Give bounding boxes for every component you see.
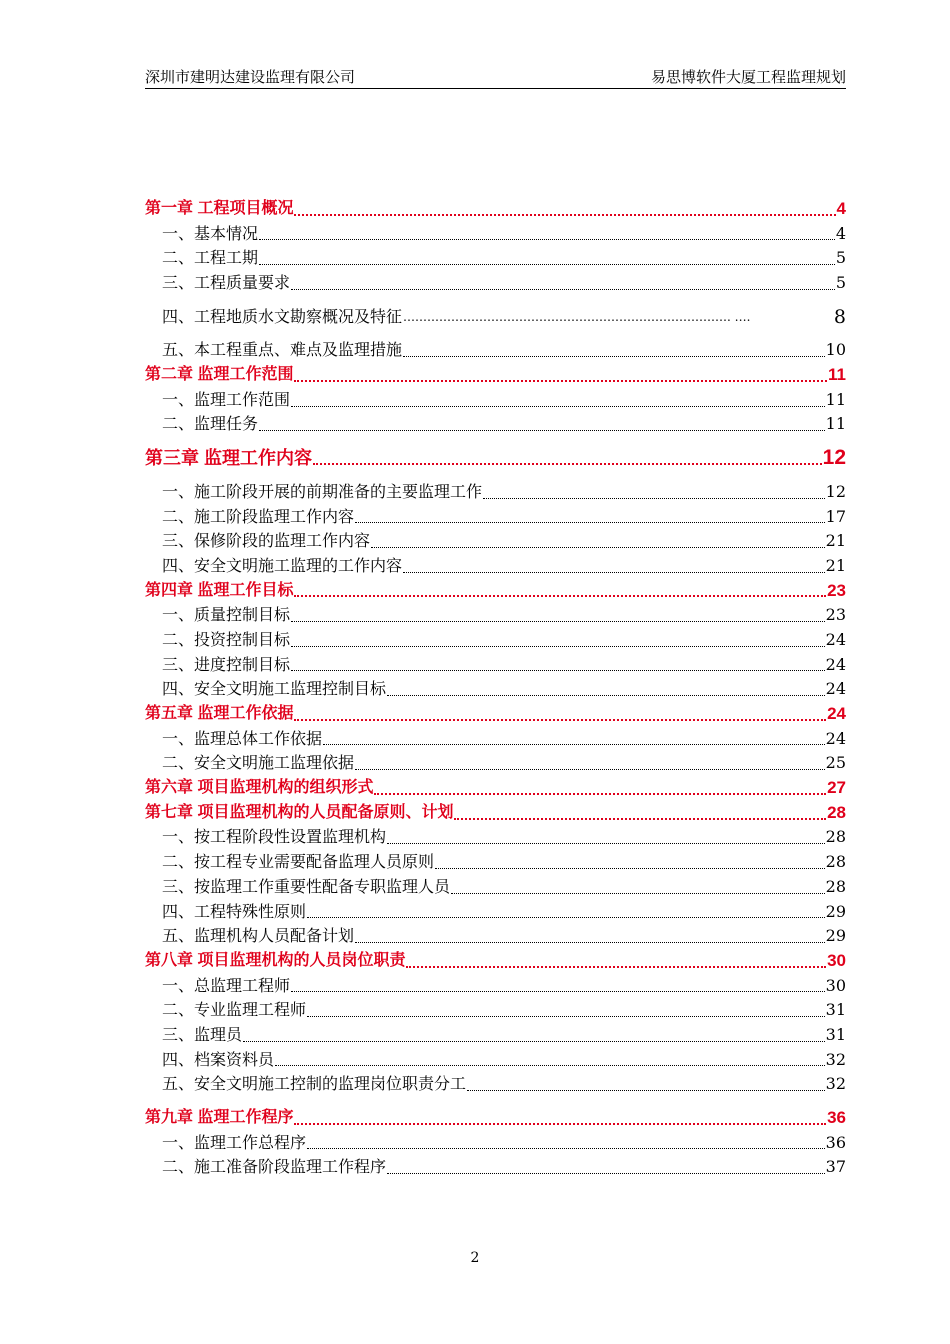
toc-entry-8-2[interactable]: 二、专业监理工程师 31 [162, 1000, 846, 1020]
toc-entry-8-5[interactable]: 五、安全文明施工控制的监理岗位职责分工 32 [162, 1074, 846, 1094]
header-company: 深圳市建明达建设监理有限公司 [145, 68, 356, 86]
toc-entry-5-1[interactable]: 一、监理总体工作依据 24 [162, 728, 846, 748]
toc-entry-7-4[interactable]: 四、工程特殊性原则 29 [162, 901, 846, 921]
toc-entry-3-3[interactable]: 三、保修阶段的监理工作内容 21 [162, 531, 846, 551]
toc-chapter-3[interactable]: 第三章 监理工作内容 12 [145, 446, 846, 470]
toc-entry-4-1[interactable]: 一、质量控制目标 23 [162, 605, 846, 625]
toc-entry-1-5[interactable]: 五、本工程重点、难点及监理措施 10 [162, 340, 846, 360]
toc-entry-8-4[interactable]: 四、档案资料员 32 [162, 1049, 846, 1069]
toc-entry-2-1[interactable]: 一、监理工作范围 11 [162, 389, 846, 409]
toc-chapter-6[interactable]: 第六章 项目监理机构的组织形式 27 [145, 778, 846, 798]
toc-chapter-1[interactable]: 第一章 工程项目概况 4 [145, 198, 846, 218]
toc-entry-1-2[interactable]: 二、工程工期 5 [162, 248, 846, 268]
toc-entry-9-1[interactable]: 一、监理工作总程序 36 [162, 1132, 846, 1152]
toc-entry-9-2[interactable]: 二、施工准备阶段监理工作程序 37 [162, 1157, 846, 1177]
toc-entry-3-4[interactable]: 四、安全文明施工监理的工作内容 21 [162, 555, 846, 575]
toc-entry-2-2[interactable]: 二、监理任务 11 [162, 414, 846, 434]
toc-entry-4-4[interactable]: 四、安全文明施工监理控制目标 24 [162, 679, 846, 699]
toc-entry-5-2[interactable]: 二、安全文明施工监理依据 25 [162, 753, 846, 773]
toc-chapter-4[interactable]: 第四章 监理工作目标 23 [145, 580, 846, 600]
toc-chapter-7[interactable]: 第七章 项目监理机构的人员配备原则、计划 28 [145, 802, 846, 822]
toc-entry-4-2[interactable]: 二、投资控制目标 24 [162, 629, 846, 649]
toc-entry-8-3[interactable]: 三、监理员 31 [162, 1024, 846, 1044]
toc-entry-1-4[interactable]: 四、工程地质水文勘察概况及特征 ………………………………………………………………………. …. 8 [162, 305, 846, 328]
toc-entry-4-3[interactable]: 三、进度控制目标 24 [162, 654, 846, 674]
toc-entry-7-1[interactable]: 一、按工程阶段性设置监理机构 28 [162, 827, 846, 847]
toc-chapter-8[interactable]: 第八章 项目监理机构的人员岗位职责 30 [145, 950, 846, 970]
page-header [145, 66, 846, 89]
header-project-title: 易思博软件大厦工程监理规划 [650, 68, 846, 86]
toc-entry-8-1[interactable]: 一、总监理工程师 30 [162, 975, 846, 995]
table-of-contents [145, 197, 846, 1180]
page-number: 2 [470, 1250, 480, 1266]
toc-entry-7-5[interactable]: 五、监理机构人员配备计划 29 [162, 926, 846, 946]
toc-entry-3-2[interactable]: 二、施工阶段监理工作内容 17 [162, 506, 846, 526]
toc-entry-1-1[interactable]: 一、基本情况 4 [162, 223, 846, 243]
toc-entry-1-3[interactable]: 三、工程质量要求 5 [162, 273, 846, 293]
toc-chapter-9[interactable]: 第九章 监理工作程序 36 [145, 1108, 846, 1128]
toc-entry-7-2[interactable]: 二、按工程专业需要配备监理人员原则 28 [162, 852, 846, 872]
toc-chapter-2[interactable]: 第二章 监理工作范围 11 [145, 365, 846, 385]
toc-entry-3-1[interactable]: 一、施工阶段开展的前期准备的主要监理工作 12 [162, 481, 846, 501]
toc-entry-7-3[interactable]: 三、按监理工作重要性配备专职监理人员 28 [162, 876, 846, 896]
toc-chapter-5[interactable]: 第五章 监理工作依据 24 [145, 704, 846, 724]
